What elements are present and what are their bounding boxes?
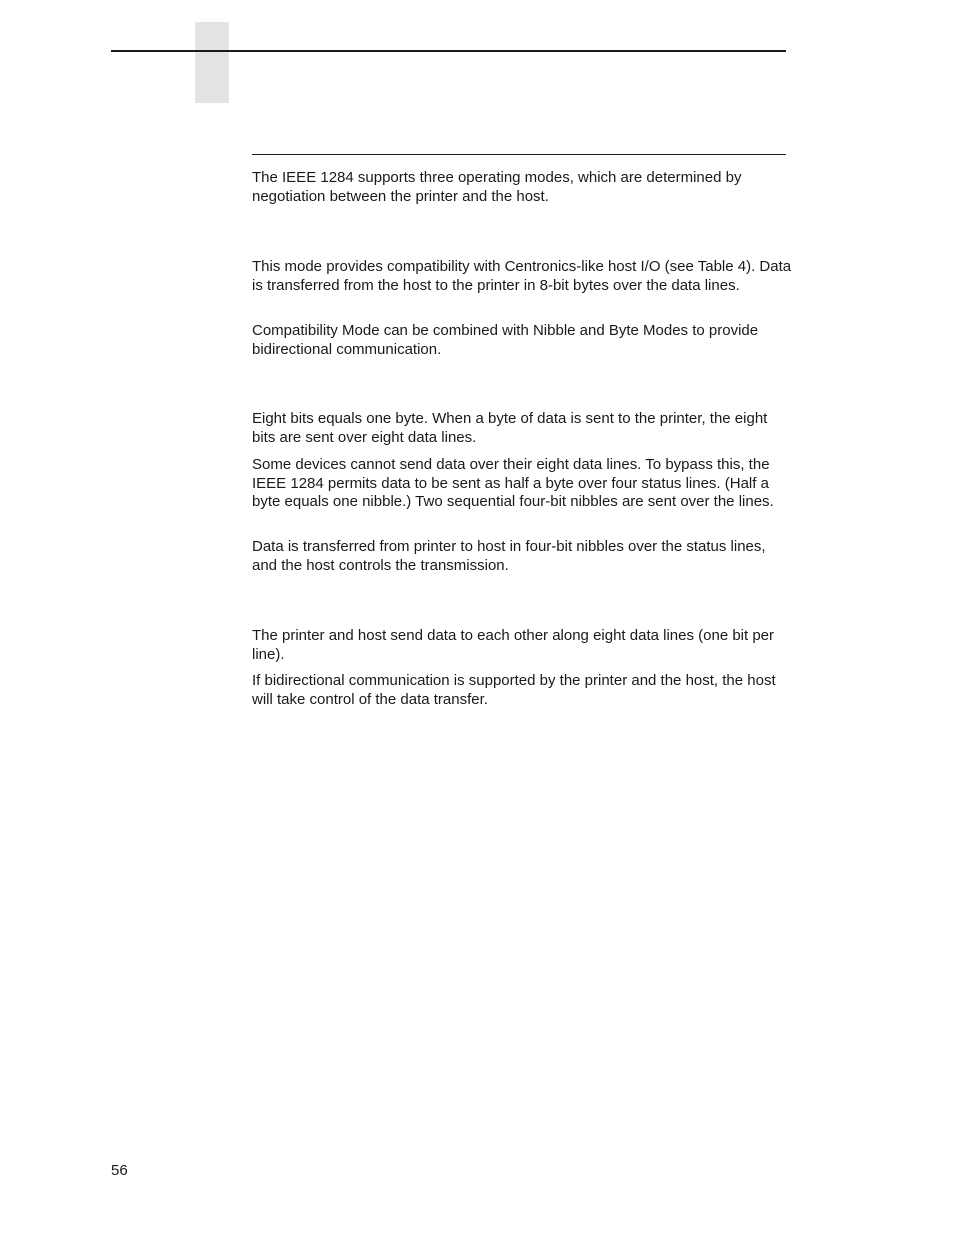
- byte-mode-paragraph-1: The printer and host send data to each other along eight data lines (one bit per line).: [252, 627, 775, 663]
- byte-mode-paragraph-2: If bidirectional communication is supported by the printer and the host, the host will take control of the data transfer.: [252, 672, 776, 708]
- nibble-mode-paragraph-2: Some devices cannot send data over their eight data lines. To bypass this, the IEEE 1284 permits data to be sent as half a byte over four status lines. (Half a byte equals one nibble.) Two sequential four-bit nibbles are sent over the lines.: [252, 456, 774, 511]
- compatibility-mode-paragraph-2: Compatibility Mode can be combined with Nibble and Byte Modes to provide bidirectional communication.: [252, 322, 759, 358]
- chapter-tab-marker: [195, 22, 229, 103]
- header-rule: [111, 50, 786, 52]
- page-number: 56: [111, 1162, 128, 1179]
- compatibility-mode-paragraph-1: This mode provides compatibility with Centronics-like host I/O (see Table 4). Data is transferred from the host to the printer in 8-bit bytes over the data lines.: [252, 258, 792, 294]
- nibble-mode-paragraph-3: Data is transferred from printer to host in four-bit nibbles over the status lines, and the host controls the transmission.: [252, 538, 766, 574]
- section-rule: [252, 154, 786, 155]
- intro-paragraph: The IEEE 1284 supports three operating modes, which are determined by negotiation between the printer and the host.: [252, 169, 742, 205]
- nibble-mode-paragraph-1: Eight bits equals one byte. When a byte of data is sent to the printer, the eight bits are sent over eight data lines.: [252, 410, 768, 446]
